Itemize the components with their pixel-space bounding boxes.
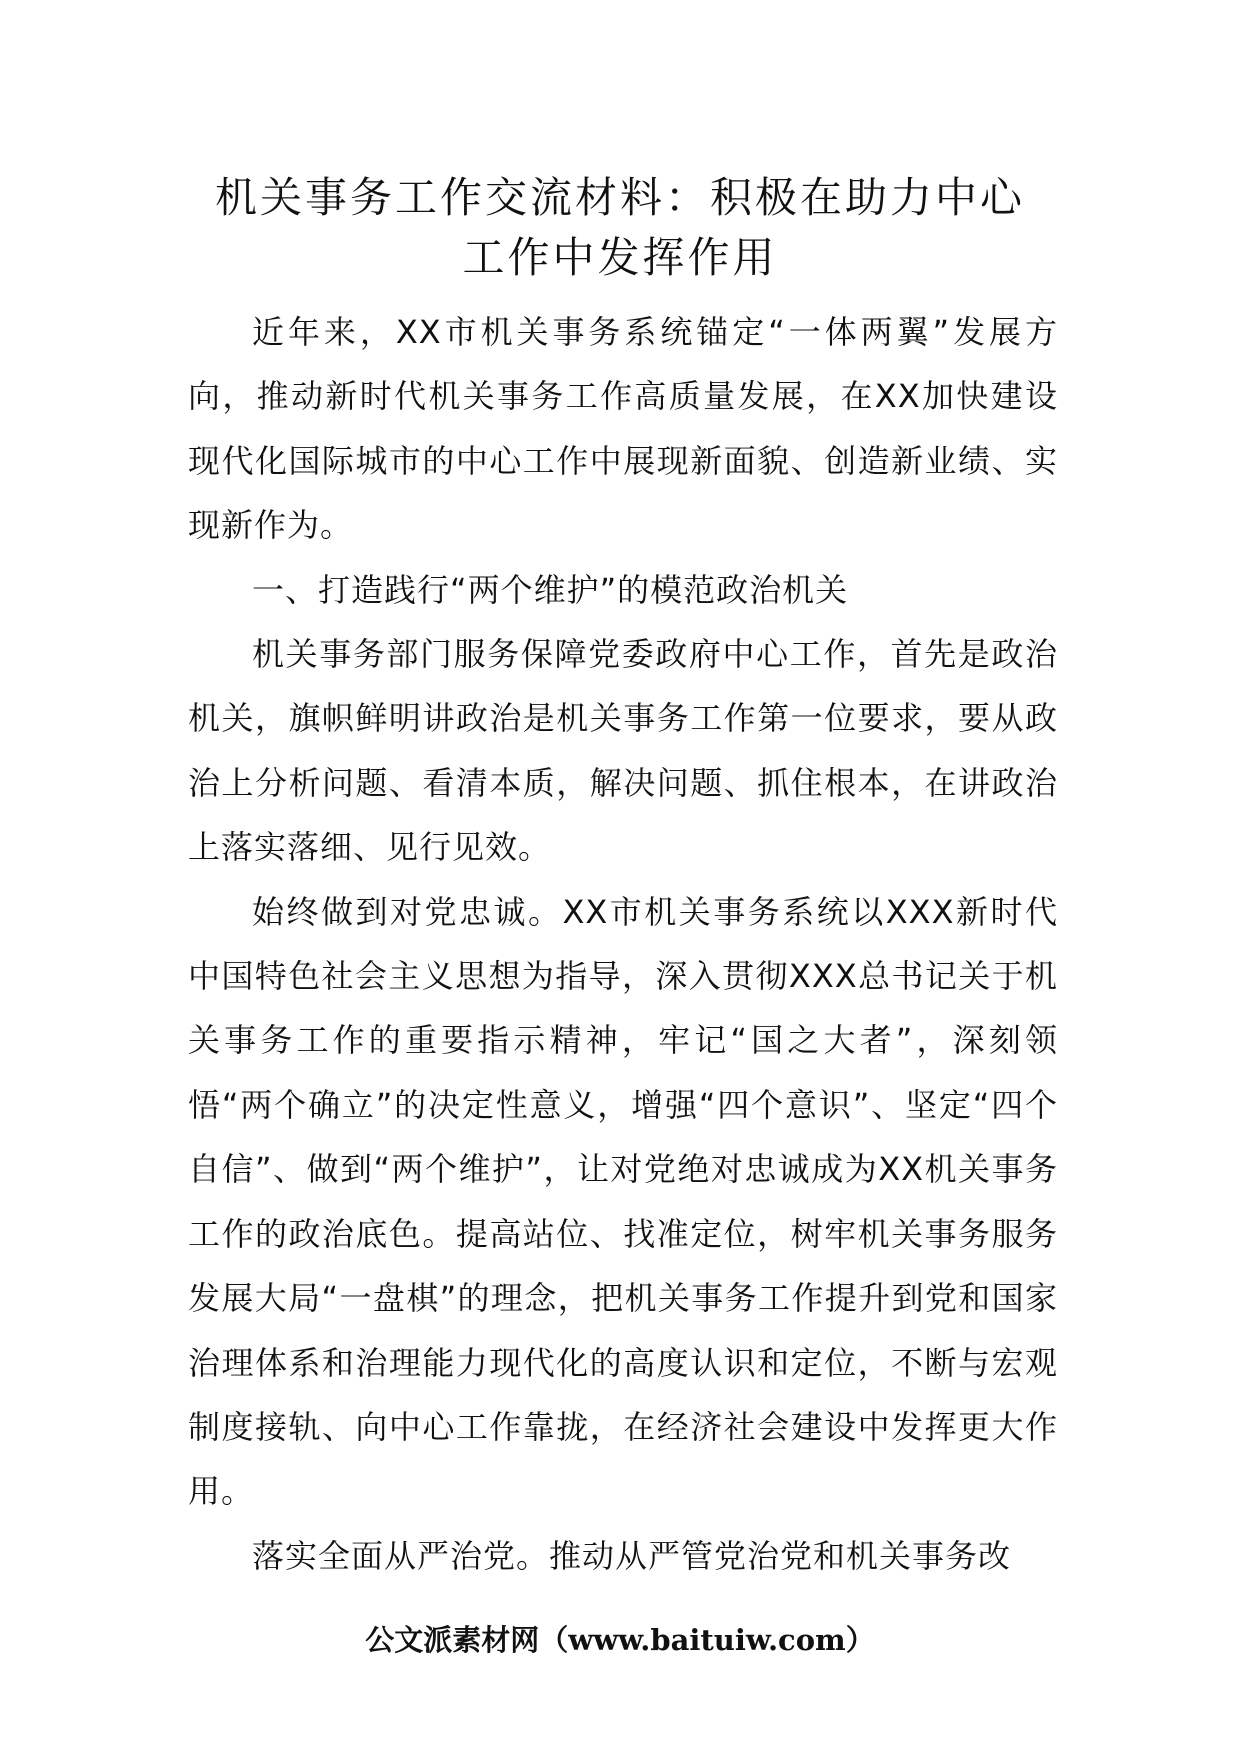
title-line-1: 机关事务工作交流材料：积极在助力中心 <box>214 173 1025 222</box>
title-line-2: 工作中发挥作用 <box>462 233 778 282</box>
section-heading-1: 一、打造践行“两个维护”的模范政治机关 <box>252 570 849 609</box>
paragraph-political-organ: 机关事务部门服务保障党委政府中心工作，首先是政治机关，旗帜鲜明讲政治是机关事务工作第一位要求，要从政治上分析问题、看清本质，解决问题、抓住根本，在讲政治上落实落细、见行见效。 <box>188 635 1058 867</box>
footer-watermark: 公文派素材网（www.baituiw.com） <box>365 1623 875 1657</box>
document-title <box>160 168 1080 288</box>
paragraph-strict-governance: 落实全面从严治党。推动从严管党治党和机关事务改 <box>252 1536 1012 1575</box>
paragraph-loyalty: 始终做到对党忠诚。XX市机关事务系统以XXX新时代中国特色社会主义思想为指导，深入贯彻XXX总书记关于机关事务工作的重要指示精神，牢记“国之大者”，深刻领悟“两个确立”的决定性意义，增强“四个意识”、坚定“四个自信”、做到“两个维护”，让对党绝对忠诚成为XX机关事务工作的政治底色。提高站位、找准定位，树牢机关事务服务发展大局“一盘棋”的理念，把机关事务工作提升到党和国家治理体系和治理能力现代化的高度认识和定位，不断与宏观制度接轨、向中心工作靠拢，在经济社会建设中发挥更大作用。 <box>188 892 1058 1511</box>
document-body <box>188 300 1058 1588</box>
paragraph-intro: 近年来，XX市机关事务系统锚定“一体两翼”发展方向，推动新时代机关事务工作高质量发展，在XX加快建设现代化国际城市的中心工作中展现新面貌、创造新业绩、实现新作为。 <box>188 313 1058 545</box>
